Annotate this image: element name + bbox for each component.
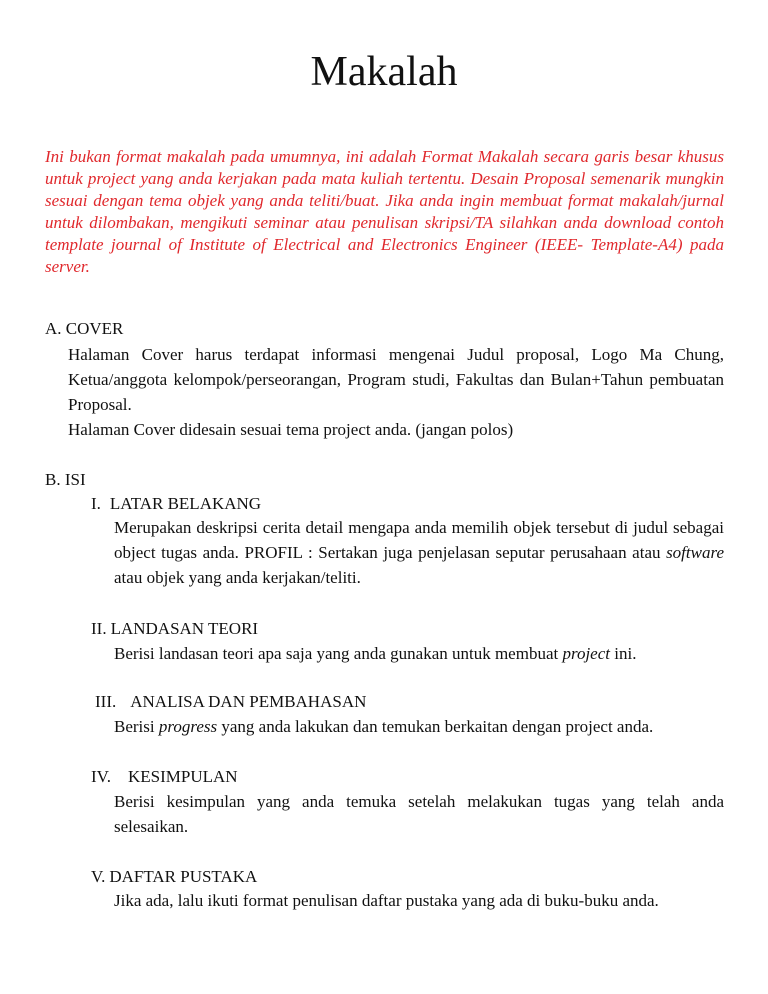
subsection-1-text [114, 515, 724, 590]
subsection-label: KESIMPULAN [128, 767, 238, 786]
subsection-3-heading [95, 691, 366, 713]
subsection-number: II. [91, 619, 107, 638]
subsection-number: I. [91, 494, 101, 513]
text-run: Merupakan deskripsi cerita detail mengapa anda memilih objek tersebut di judul sebagai object tugas anda. PROFIL : Sertakan juga penjelasan seputar perusahaan atau [114, 518, 724, 562]
subsection-2-text [114, 641, 724, 666]
subsection-5-heading [91, 866, 257, 888]
subsection-2-heading [91, 618, 258, 640]
subsection-label: DAFTAR PUSTAKA [109, 867, 258, 886]
subsection-number: V. [91, 867, 106, 886]
section-a-paragraph-1: Halaman Cover harus terdapat informasi mengenai Judul proposal, Logo Ma Chung, Ketua/anggota kelompok/perseorangan, Program studi, Fakultas dan Bulan+Tahun pembuatan Proposal. [68, 345, 724, 414]
text-run: Berisi [114, 717, 159, 736]
subsection-1-heading [91, 493, 261, 515]
document-title: Makalah [310, 49, 458, 95]
section-a-heading: A. COVER [45, 319, 124, 338]
subsection-label: ANALISA DAN PEMBAHASAN [130, 692, 367, 711]
subsection-3-text [114, 714, 724, 739]
text-run: yang anda lakukan dan temukan berkaitan dengan project anda. [217, 717, 654, 736]
italic-term: progress [158, 717, 218, 736]
text-run: Berisi landasan teori apa saja yang anda gunakan untuk membuat [114, 644, 563, 663]
subsection-number: III. [95, 692, 117, 711]
subsection-4-heading [91, 766, 238, 788]
subsection-label: LANDASAN TEORI [110, 619, 259, 638]
text-run: atau objek yang anda kerjakan/teliti. [114, 568, 361, 587]
subsection-number: IV. [91, 767, 111, 786]
subsection-5-text: Jika ada, lalu ikuti format penulisan daftar pustaka yang ada di buku-buku anda. [114, 891, 659, 910]
text-run: ini. [610, 644, 637, 663]
italic-term: software [666, 543, 724, 562]
section-b-heading: B. ISI [45, 470, 86, 489]
format-note: Ini bukan format makalah pada umumnya, ini adalah Format Makalah secara garis besar khusus untuk project yang anda kerjakan pada mata kuliah tertentu. Desain Proposal semenarik mungkin sesuai dengan tema objek yang anda teliti/buat. Jika anda ingin membuat format makalah/jurnal untuk dilombakan, mengikuti seminar atau penulisan skripsi/TA silahkan anda download contoh template journal of Institute of Electrical and Electronics Engineer (IEEE- Template-A4) pada server. [45, 147, 724, 276]
subsection-label: LATAR BELAKANG [109, 494, 262, 513]
section-a-paragraph-2: Halaman Cover didesain sesuai tema project anda. (jangan polos) [68, 420, 514, 439]
subsection-4-text: Berisi kesimpulan yang anda temuka setelah melakukan tugas yang telah anda selesaikan. [114, 792, 724, 836]
italic-term: project [562, 644, 610, 663]
